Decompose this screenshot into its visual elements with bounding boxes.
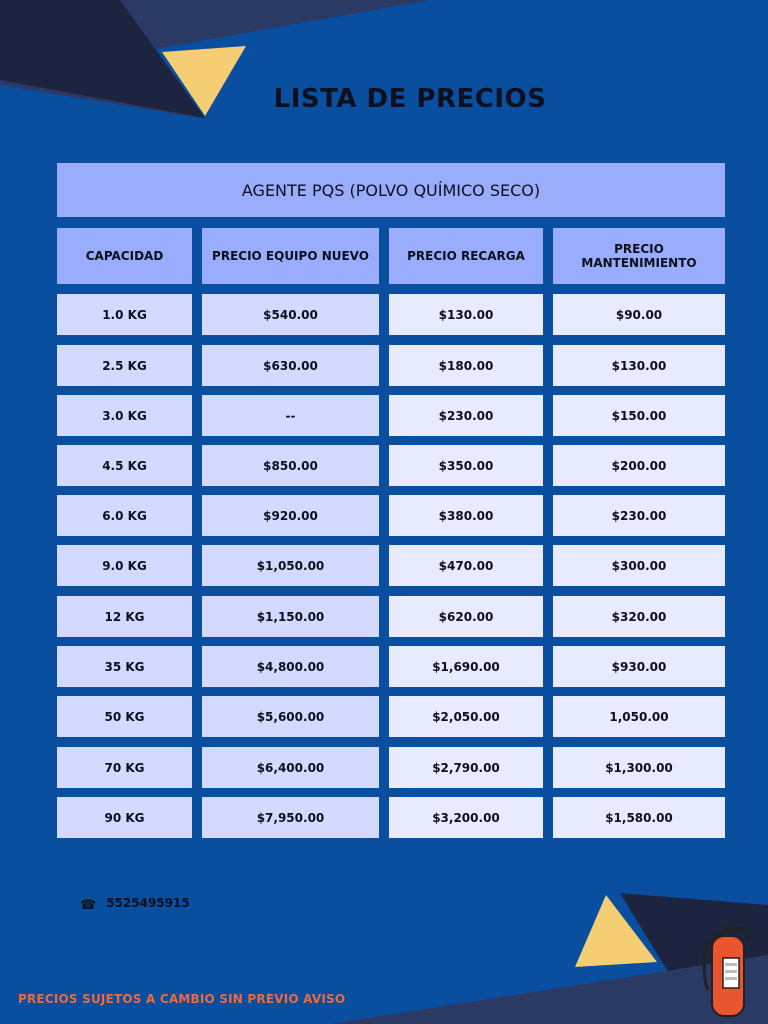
cell-capacity: 3.0 KG xyxy=(57,395,192,436)
cell-capacity: 2.5 KG xyxy=(57,345,192,386)
cell-new-equipment-price: $630.00 xyxy=(202,345,379,386)
phone-number: 5525495915 xyxy=(106,895,190,910)
cell-new-equipment-price: $850.00 xyxy=(202,445,379,486)
cell-new-equipment-price: $920.00 xyxy=(202,495,379,536)
cell-maintenance-price: $130.00 xyxy=(553,345,725,386)
cell-recharge-price: $1,690.00 xyxy=(389,646,543,687)
cell-maintenance-price: $320.00 xyxy=(553,596,725,637)
disclaimer-text: PRECIOS SUJETOS A CAMBIO SIN PREVIO AVISO xyxy=(18,992,346,1006)
cell-new-equipment-price: $4,800.00 xyxy=(202,646,379,687)
phone-icon: ☎ xyxy=(80,898,97,913)
cell-capacity: 35 KG xyxy=(57,646,192,687)
header-new-equipment-price: PRECIO EQUIPO NUEVO xyxy=(202,228,379,284)
cell-recharge-price: $620.00 xyxy=(389,596,543,637)
cell-recharge-price: $230.00 xyxy=(389,395,543,436)
cell-new-equipment-price: $5,600.00 xyxy=(202,696,379,737)
cell-capacity: 90 KG xyxy=(57,797,192,838)
cell-maintenance-price: $200.00 xyxy=(553,445,725,486)
cell-new-equipment-price: $1,150.00 xyxy=(202,596,379,637)
header-capacity: CAPACIDAD xyxy=(57,228,192,284)
fire-extinguisher-icon xyxy=(698,920,754,1018)
cell-capacity: 70 KG xyxy=(57,747,192,788)
cell-maintenance-price: 1,050.00 xyxy=(553,696,725,737)
cell-recharge-price: $470.00 xyxy=(389,545,543,586)
cell-new-equipment-price: -- xyxy=(202,395,379,436)
cell-maintenance-price: $1,580.00 xyxy=(553,797,725,838)
header-recharge-price: PRECIO RECARGA xyxy=(389,228,543,284)
cell-maintenance-price: $300.00 xyxy=(553,545,725,586)
cell-new-equipment-price: $6,400.00 xyxy=(202,747,379,788)
cell-capacity: 6.0 KG xyxy=(57,495,192,536)
cell-capacity: 1.0 KG xyxy=(57,294,192,335)
page-title: LISTA DE PRECIOS xyxy=(273,84,547,114)
cell-maintenance-price: $90.00 xyxy=(553,294,725,335)
cell-recharge-price: $350.00 xyxy=(389,445,543,486)
cell-recharge-price: $180.00 xyxy=(389,345,543,386)
cell-capacity: 9.0 KG xyxy=(57,545,192,586)
cell-maintenance-price: $930.00 xyxy=(553,646,725,687)
cell-maintenance-price: $230.00 xyxy=(553,495,725,536)
cell-recharge-price: $2,790.00 xyxy=(389,747,543,788)
cell-new-equipment-price: $7,950.00 xyxy=(202,797,379,838)
cell-maintenance-price: $1,300.00 xyxy=(553,747,725,788)
contact-phone xyxy=(80,893,190,912)
cell-capacity: 4.5 KG xyxy=(57,445,192,486)
cell-recharge-price: $2,050.00 xyxy=(389,696,543,737)
cell-new-equipment-price: $1,050.00 xyxy=(202,545,379,586)
cell-recharge-price: $130.00 xyxy=(389,294,543,335)
cell-recharge-price: $3,200.00 xyxy=(389,797,543,838)
cell-capacity: 12 KG xyxy=(57,596,192,637)
table-banner: AGENTE PQS (POLVO QUÍMICO SECO) xyxy=(57,163,725,217)
header-maintenance-price: PRECIO MANTENIMIENTO xyxy=(553,228,725,284)
cell-new-equipment-price: $540.00 xyxy=(202,294,379,335)
cell-capacity: 50 KG xyxy=(57,696,192,737)
cell-maintenance-price: $150.00 xyxy=(553,395,725,436)
cell-recharge-price: $380.00 xyxy=(389,495,543,536)
